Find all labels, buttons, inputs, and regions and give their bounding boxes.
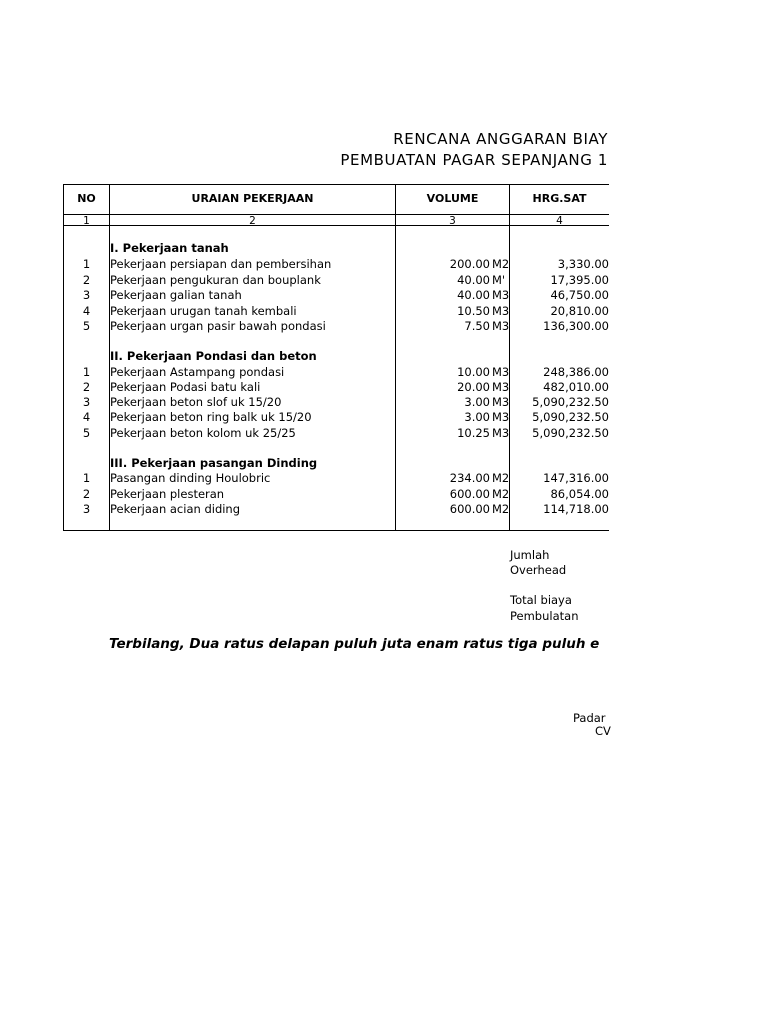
table-row xyxy=(64,304,610,319)
row-no: 5 xyxy=(82,426,91,440)
row-price: 5,090,232.50 xyxy=(532,395,609,409)
row-unit: M2 xyxy=(492,502,510,516)
section-heading: I. Pekerjaan tanah xyxy=(110,241,229,255)
row-volume: 3.00 xyxy=(464,410,490,424)
row-unit: M' xyxy=(492,273,506,287)
row-description: Pekerjaan galian tanah xyxy=(110,288,242,302)
row-unit: M3 xyxy=(492,395,510,409)
row-price: 20,810.00 xyxy=(550,304,609,318)
summary-jumlah: Jumlah xyxy=(510,548,550,562)
document-title: RENCANA ANGGARAN BIAY xyxy=(393,130,608,148)
row-no: 3 xyxy=(82,395,91,409)
row-no: 3 xyxy=(82,502,91,516)
row-volume: 3.00 xyxy=(464,395,490,409)
row-description: Pekerjaan plesteran xyxy=(110,487,225,501)
row-volume: 600.00 xyxy=(449,502,490,516)
row-volume: 10.25 xyxy=(457,426,490,440)
row-description: Pekerjaan Podasi batu kali xyxy=(110,380,261,394)
section-heading: III. Pekerjaan pasangan Dinding xyxy=(110,456,318,470)
column-number: 3 xyxy=(449,215,456,227)
section-heading: II. Pekerjaan Pondasi dan beton xyxy=(110,349,317,363)
row-unit: M3 xyxy=(492,288,510,302)
signature-place: Padar xyxy=(573,711,606,725)
row-unit: M3 xyxy=(492,365,510,379)
row-price: 46,750.00 xyxy=(550,288,609,302)
row-description: Pekerjaan beton kolom uk 25/25 xyxy=(110,426,296,440)
summary-total: Total biaya xyxy=(510,593,572,607)
table-row xyxy=(64,257,610,272)
header-volume: VOLUME xyxy=(426,192,479,205)
row-description: Pekerjaan beton ring balk uk 15/20 xyxy=(110,410,312,424)
row-price: 147,316.00 xyxy=(543,471,609,485)
row-no: 1 xyxy=(82,365,91,379)
row-description: Pekerjaan Astampang pondasi xyxy=(110,365,285,379)
column-number: 4 xyxy=(556,215,563,227)
table-row xyxy=(64,410,610,425)
header-uraian: URAIAN PEKERJAAN xyxy=(191,192,314,205)
row-description: Pekerjaan persiapan dan pembersihan xyxy=(110,257,332,271)
column-number: 1 xyxy=(83,215,90,227)
header-no: NO xyxy=(77,192,96,205)
row-no: 2 xyxy=(82,380,91,394)
row-unit: M3 xyxy=(492,304,510,318)
row-description: Pekerjaan urugan tanah kembali xyxy=(110,304,297,318)
row-price: 5,090,232.50 xyxy=(532,410,609,424)
table-row xyxy=(64,471,610,486)
row-description: Pasangan dinding Houlobric xyxy=(110,471,271,485)
row-unit: M3 xyxy=(492,410,510,424)
row-volume: 234.00 xyxy=(449,471,490,485)
row-no: 2 xyxy=(82,273,91,287)
row-no: 4 xyxy=(82,410,91,424)
header-hrg-sat: HRG.SAT xyxy=(532,192,587,205)
row-volume: 40.00 xyxy=(457,288,490,302)
row-unit: M2 xyxy=(492,471,510,485)
document-subtitle: PEMBUATAN PAGAR SEPANJANG 1 xyxy=(340,151,608,169)
row-price: 5,090,232.50 xyxy=(532,426,609,440)
row-volume: 10.50 xyxy=(457,304,490,318)
row-no: 2 xyxy=(82,487,91,501)
row-volume: 20.00 xyxy=(457,380,490,394)
row-description: Pekerjaan urgan pasir bawah pondasi xyxy=(110,319,326,333)
row-volume: 40.00 xyxy=(457,273,490,287)
table-row xyxy=(64,426,610,441)
table-row xyxy=(64,365,610,380)
row-price: 482,010.00 xyxy=(543,380,609,394)
terbilang-text: Terbilang, Dua ratus delapan puluh juta enam ratus tiga puluh e xyxy=(109,636,600,652)
row-price: 3,330.00 xyxy=(557,257,609,271)
table-row xyxy=(64,319,610,334)
row-no: 1 xyxy=(82,471,91,485)
row-volume: 600.00 xyxy=(449,487,490,501)
row-no: 3 xyxy=(82,288,91,302)
row-unit: M2 xyxy=(492,257,510,271)
row-price: 17,395.00 xyxy=(550,273,609,287)
row-price: 86,054.00 xyxy=(550,487,609,501)
row-price: 248,386.00 xyxy=(543,365,609,379)
rab-table xyxy=(63,184,609,531)
table-row xyxy=(64,288,610,303)
column-number: 2 xyxy=(249,215,256,227)
row-description: Pekerjaan pengukuran dan bouplank xyxy=(110,273,321,287)
table-row xyxy=(64,487,610,502)
summary-overhead: Overhead xyxy=(510,563,567,577)
row-unit: M3 xyxy=(492,319,510,333)
row-no: 4 xyxy=(82,304,91,318)
table-row xyxy=(64,380,610,395)
table-row xyxy=(64,502,610,517)
row-price: 114,718.00 xyxy=(543,502,609,516)
row-volume: 10.00 xyxy=(457,365,490,379)
summary-pembulatan: Pembulatan xyxy=(510,609,579,623)
row-description: Pekerjaan acian diding xyxy=(110,502,241,516)
row-no: 1 xyxy=(82,257,91,271)
signature-company: CV xyxy=(595,724,611,738)
row-unit: M2 xyxy=(492,487,510,501)
row-price: 136,300.00 xyxy=(543,319,609,333)
row-description: Pekerjaan beton slof uk 15/20 xyxy=(110,395,282,409)
row-unit: M3 xyxy=(492,380,510,394)
row-volume: 7.50 xyxy=(464,319,490,333)
table-row xyxy=(64,273,610,288)
table-row xyxy=(64,395,610,410)
row-unit: M3 xyxy=(492,426,510,440)
row-no: 5 xyxy=(82,319,91,333)
row-volume: 200.00 xyxy=(449,257,490,271)
